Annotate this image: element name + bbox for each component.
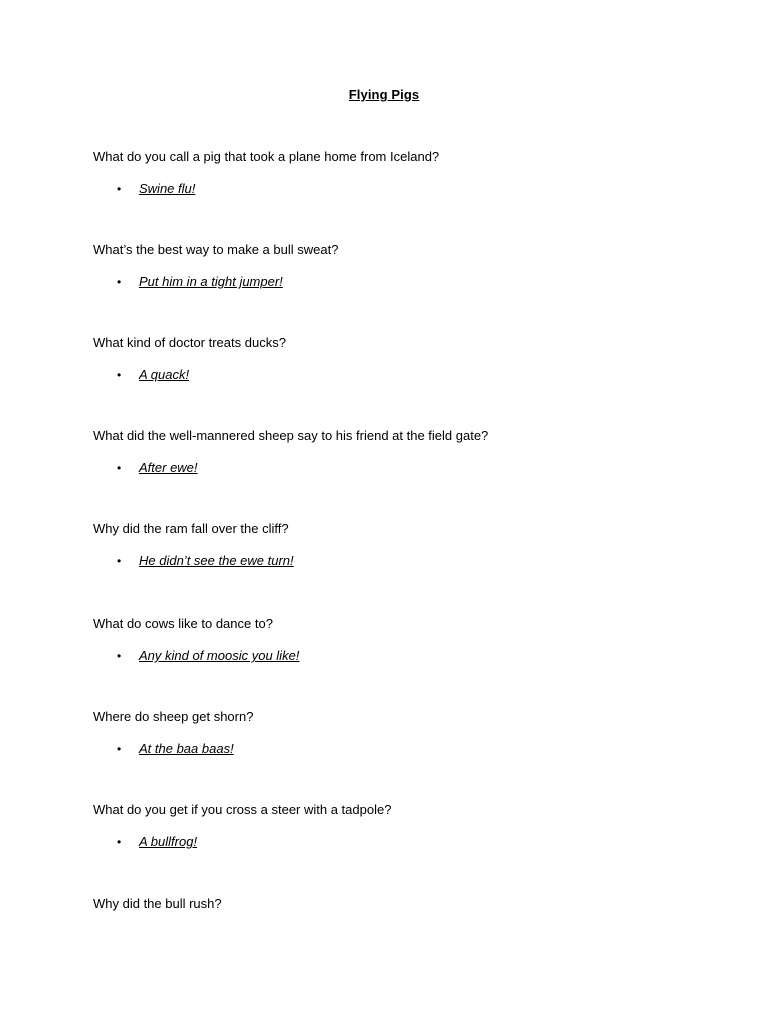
qa-item-5 [93, 521, 693, 569]
answer-row [93, 648, 693, 664]
bullet-icon: • [117, 368, 122, 382]
qa-item-7 [93, 709, 693, 757]
answer-text: Put him in a tight jumper! [139, 274, 283, 289]
question-text: What do you get if you cross a steer with a tadpole? [93, 802, 392, 817]
answer-row [93, 274, 693, 290]
bullet-icon: • [117, 182, 122, 196]
qa-item-4 [93, 428, 693, 476]
document-title: Flying Pigs [348, 87, 420, 102]
question-text: What did the well-mannered sheep say to his friend at the field gate? [93, 428, 489, 443]
question-text: What do you call a pig that took a plane home from Iceland? [93, 149, 440, 164]
question-text: Why did the ram fall over the cliff? [93, 521, 289, 536]
answer-row [93, 181, 693, 197]
bullet-icon: • [117, 275, 122, 289]
bullet-icon: • [117, 554, 122, 568]
answer-text: A quack! [139, 367, 190, 382]
question-text: What kind of doctor treats ducks? [93, 335, 286, 350]
answer-text: At the baa baas! [139, 741, 234, 756]
qa-item-1 [93, 149, 693, 197]
bullet-icon: • [117, 835, 122, 849]
answer-text: After ewe! [139, 460, 198, 475]
bullet-icon: • [117, 742, 122, 756]
qa-item-6 [93, 616, 693, 664]
bullet-icon: • [117, 649, 122, 663]
answer-row [93, 553, 693, 569]
qa-item-2 [93, 242, 693, 290]
bullet-icon: • [117, 461, 122, 475]
answer-text: Swine flu! [139, 181, 196, 196]
question-text: Where do sheep get shorn? [93, 709, 254, 724]
answer-row [93, 834, 693, 850]
question-text: What do cows like to dance to? [93, 616, 273, 631]
answer-text: He didn’t see the ewe turn! [139, 553, 294, 568]
qa-item-3 [93, 335, 693, 383]
question-text: Why did the bull rush? [93, 896, 222, 911]
question-text: What’s the best way to make a bull sweat? [93, 242, 339, 257]
answer-row [93, 741, 693, 757]
answer-row [93, 460, 693, 476]
answer-row [93, 367, 693, 383]
answer-text: A bullfrog! [139, 834, 198, 849]
qa-item-8 [93, 802, 693, 850]
qa-item-9 [93, 896, 693, 912]
answer-text: Any kind of moosic you like! [139, 648, 300, 663]
